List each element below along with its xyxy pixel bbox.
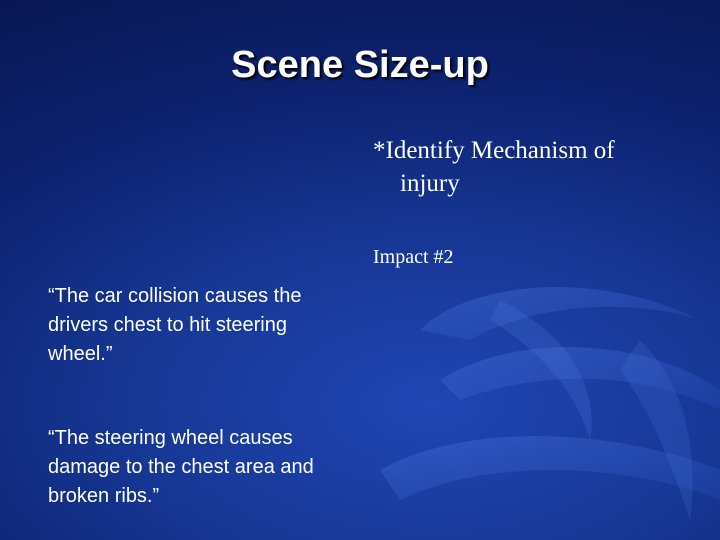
mechanism-heading [373, 134, 673, 200]
impact-label: Impact #2 [373, 246, 454, 268]
quote-damage: “The steering wheel causes damage to the chest area and broken ribs.” [48, 427, 314, 507]
mechanism-heading-line-1: *Identify Mechanism of [373, 137, 615, 164]
slide-title: Scene Size-up [231, 44, 489, 86]
mechanism-heading-line-2: injury [400, 170, 460, 197]
quote-collision: “The car collision causes the drivers chest to hit steering wheel.” [48, 285, 302, 365]
